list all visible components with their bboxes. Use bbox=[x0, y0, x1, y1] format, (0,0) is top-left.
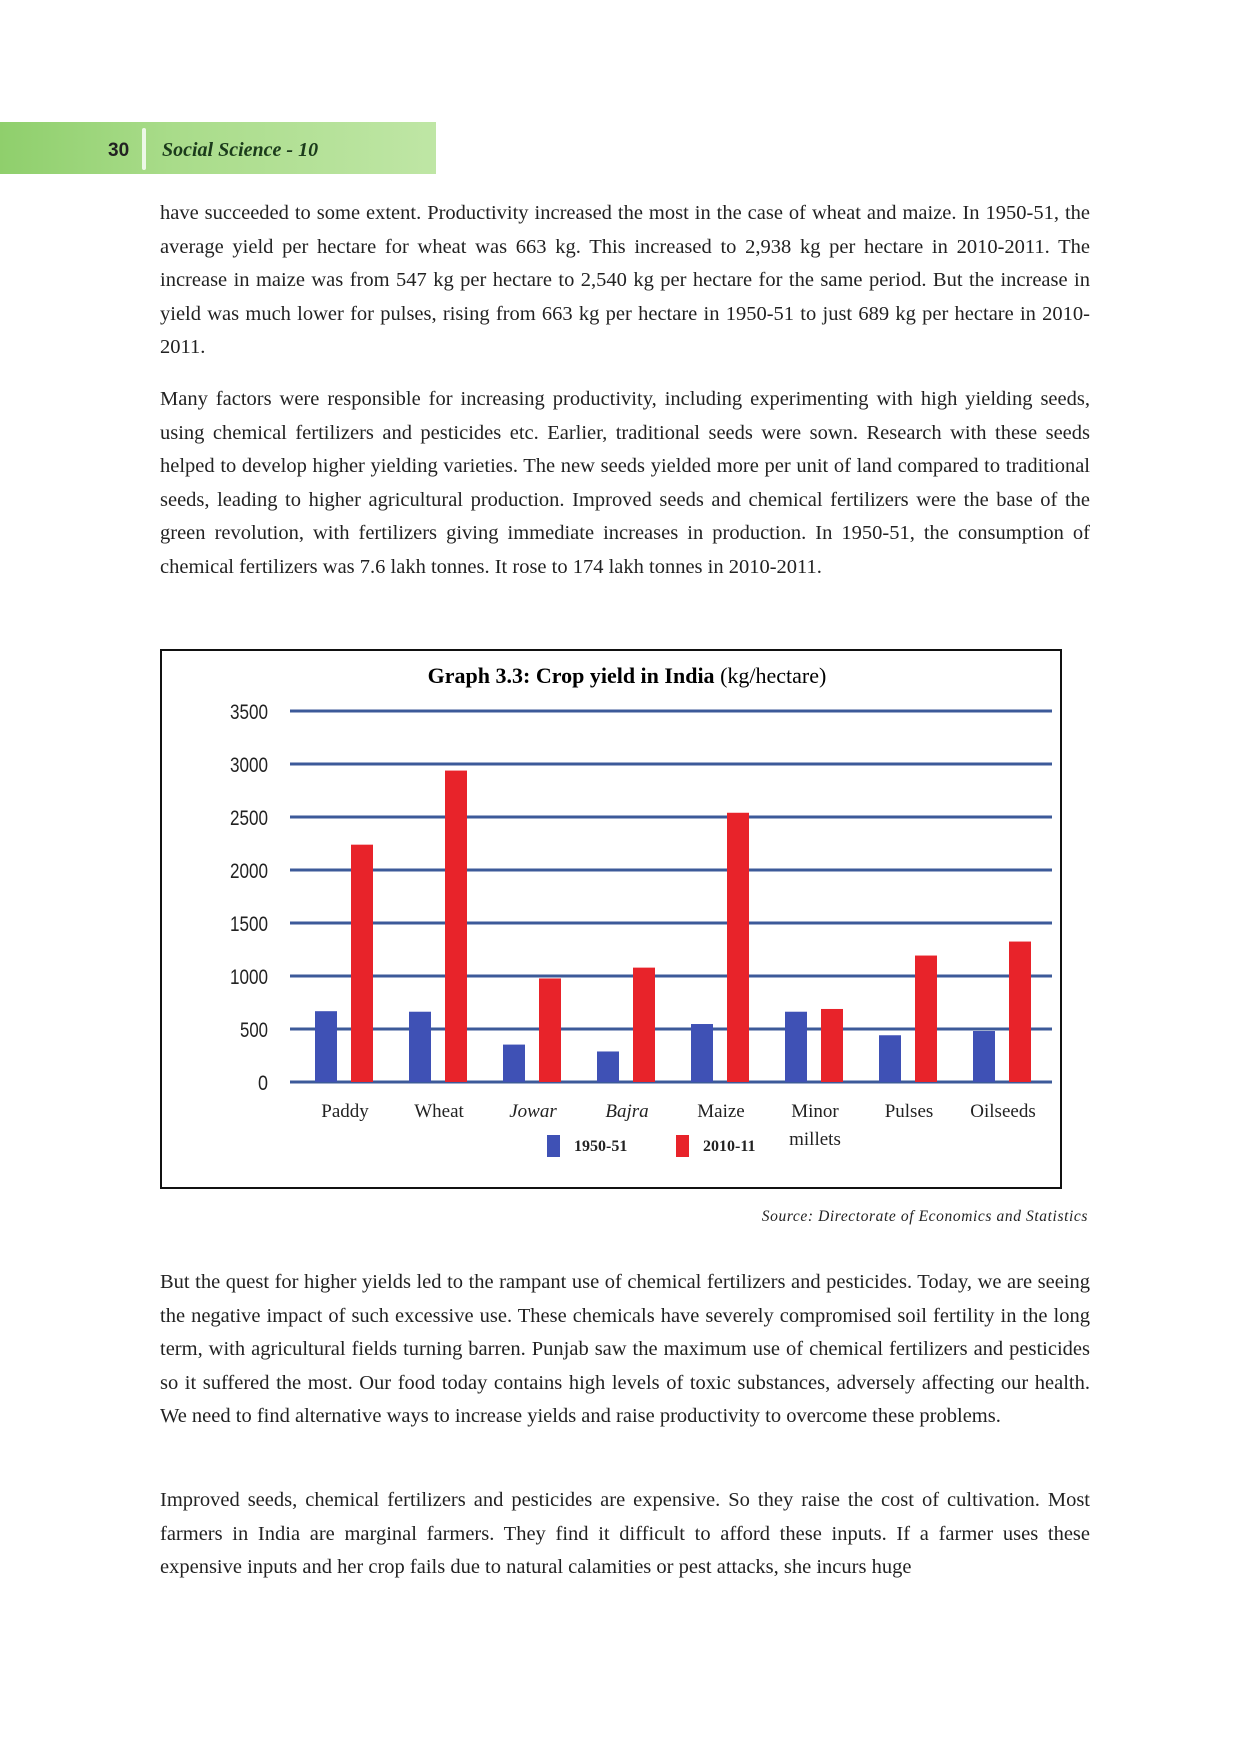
y-tick-label: 500 bbox=[240, 1019, 268, 1042]
y-tick-label: 2000 bbox=[230, 860, 268, 883]
chart-title-unit: (kg/hectare) bbox=[720, 663, 827, 688]
legend-swatch-1950-51 bbox=[547, 1135, 560, 1157]
bar-2010-11 bbox=[1009, 942, 1031, 1082]
x-tick-label: Paddy bbox=[321, 1101, 369, 1122]
legend-swatch-2010-11 bbox=[676, 1135, 689, 1157]
paragraph-negative-impact: But the quest for higher yields led to the rampant use of chemical fertilizers and pesticides. Today, we are seeing the negative impact of such excessive use. These chemicals have severely compromised soil fertility in the long term, with agricultural fields turning barren. Punjab saw the maximum use of chemical fertilizers and pesticides so it suffered the most. Our food today contains high levels of toxic substances, adversely affecting our health. We need to find alternative ways to increase yields and raise productivity to overcome these problems. bbox=[160, 1271, 1090, 1427]
x-tick-label: Oilseeds bbox=[970, 1101, 1036, 1122]
bar-1950-51 bbox=[879, 1035, 901, 1082]
bar-2010-11 bbox=[539, 978, 561, 1082]
bar-2010-11 bbox=[821, 1009, 843, 1082]
chart-title bbox=[428, 663, 827, 688]
y-tick-label: 1500 bbox=[230, 913, 268, 936]
bar-2010-11 bbox=[727, 813, 749, 1082]
chart-source: Source: Directorate of Economics and Statistics bbox=[761, 1208, 1088, 1225]
legend-label-1950-51: 1950-51 bbox=[574, 1138, 628, 1155]
bar-2010-11 bbox=[915, 956, 937, 1082]
bar-2010-11 bbox=[351, 845, 373, 1082]
y-tick-label: 0 bbox=[258, 1072, 268, 1095]
bar-1950-51 bbox=[597, 1051, 619, 1082]
bar-1950-51 bbox=[691, 1024, 713, 1082]
y-tick-label: 3500 bbox=[230, 701, 268, 724]
x-tick-label: Pulses bbox=[884, 1101, 934, 1122]
crop-yield-chart bbox=[160, 649, 1062, 1189]
x-tick-label: Jowar bbox=[509, 1101, 557, 1122]
y-tick-label: 1000 bbox=[230, 966, 268, 989]
y-tick-label: 2500 bbox=[230, 807, 268, 830]
legend-label-2010-11: 2010-11 bbox=[703, 1138, 756, 1155]
bar-2010-11 bbox=[445, 771, 467, 1082]
bar-1950-51 bbox=[315, 1011, 337, 1082]
chart-title-main: Graph 3.3: Crop yield in India bbox=[427, 663, 721, 688]
x-tick-label: Wheat bbox=[414, 1101, 464, 1122]
x-tick-label: millets bbox=[789, 1129, 841, 1150]
bar-1950-51 bbox=[409, 1012, 431, 1082]
page-number: 30 bbox=[108, 140, 130, 161]
book-title: Social Science - 10 bbox=[162, 139, 319, 161]
paragraph-costs: Improved seeds, chemical fertilizers and pesticides are expensive. So they raise the cost of cultivation. Most farmers in India are marginal farmers. They find it difficult to afford these inputs. If a farmer uses these expensive inputs and her crop fails due to natural calamities or pest attacks, she incurs huge bbox=[160, 1489, 1090, 1578]
header-divider bbox=[142, 128, 146, 170]
x-tick-label: Bajra bbox=[605, 1101, 649, 1122]
x-tick-label: Minor bbox=[791, 1101, 839, 1122]
paragraph-productivity: have succeeded to some extent. Productivity increased the most in the case of wheat and maize. In 1950-51, the average yield per hectare for wheat was 663 kg. This increased to 2,938 kg per hectare in 2010-2011. The increase in maize was from 547 kg per hectare to 2,540 kg per hectare for the same period. But the increase in yield was much lower for pulses, rising from 663 kg per hectare in 1950-51 to just 689 kg per hectare in 2010-2011. bbox=[160, 202, 1090, 358]
x-tick-label: Maize bbox=[697, 1101, 745, 1122]
bar-1950-51 bbox=[973, 1031, 995, 1082]
bar-1950-51 bbox=[503, 1045, 525, 1082]
chart-canvas bbox=[162, 651, 1060, 1187]
bar-2010-11 bbox=[633, 968, 655, 1082]
paragraph-factors: Many factors were responsible for increasing productivity, including experimenting with high yielding seeds, using chemical fertilizers and pesticides etc. Earlier, traditional seeds were sown. Research with these seeds helped to develop higher yielding varieties. The new seeds yielded more per unit of land compared to traditional seeds, leading to higher agricultural production. Improved seeds and chemical fertilizers were the base of the green revolution, with fertilizers giving immediate increases in production. In 1950-51, the consumption of chemical fertilizers was 7.6 lakh tonnes. It rose to 174 lakh tonnes in 2010-2011. bbox=[160, 388, 1090, 578]
y-tick-label: 3000 bbox=[230, 754, 268, 777]
bar-1950-51 bbox=[785, 1012, 807, 1082]
